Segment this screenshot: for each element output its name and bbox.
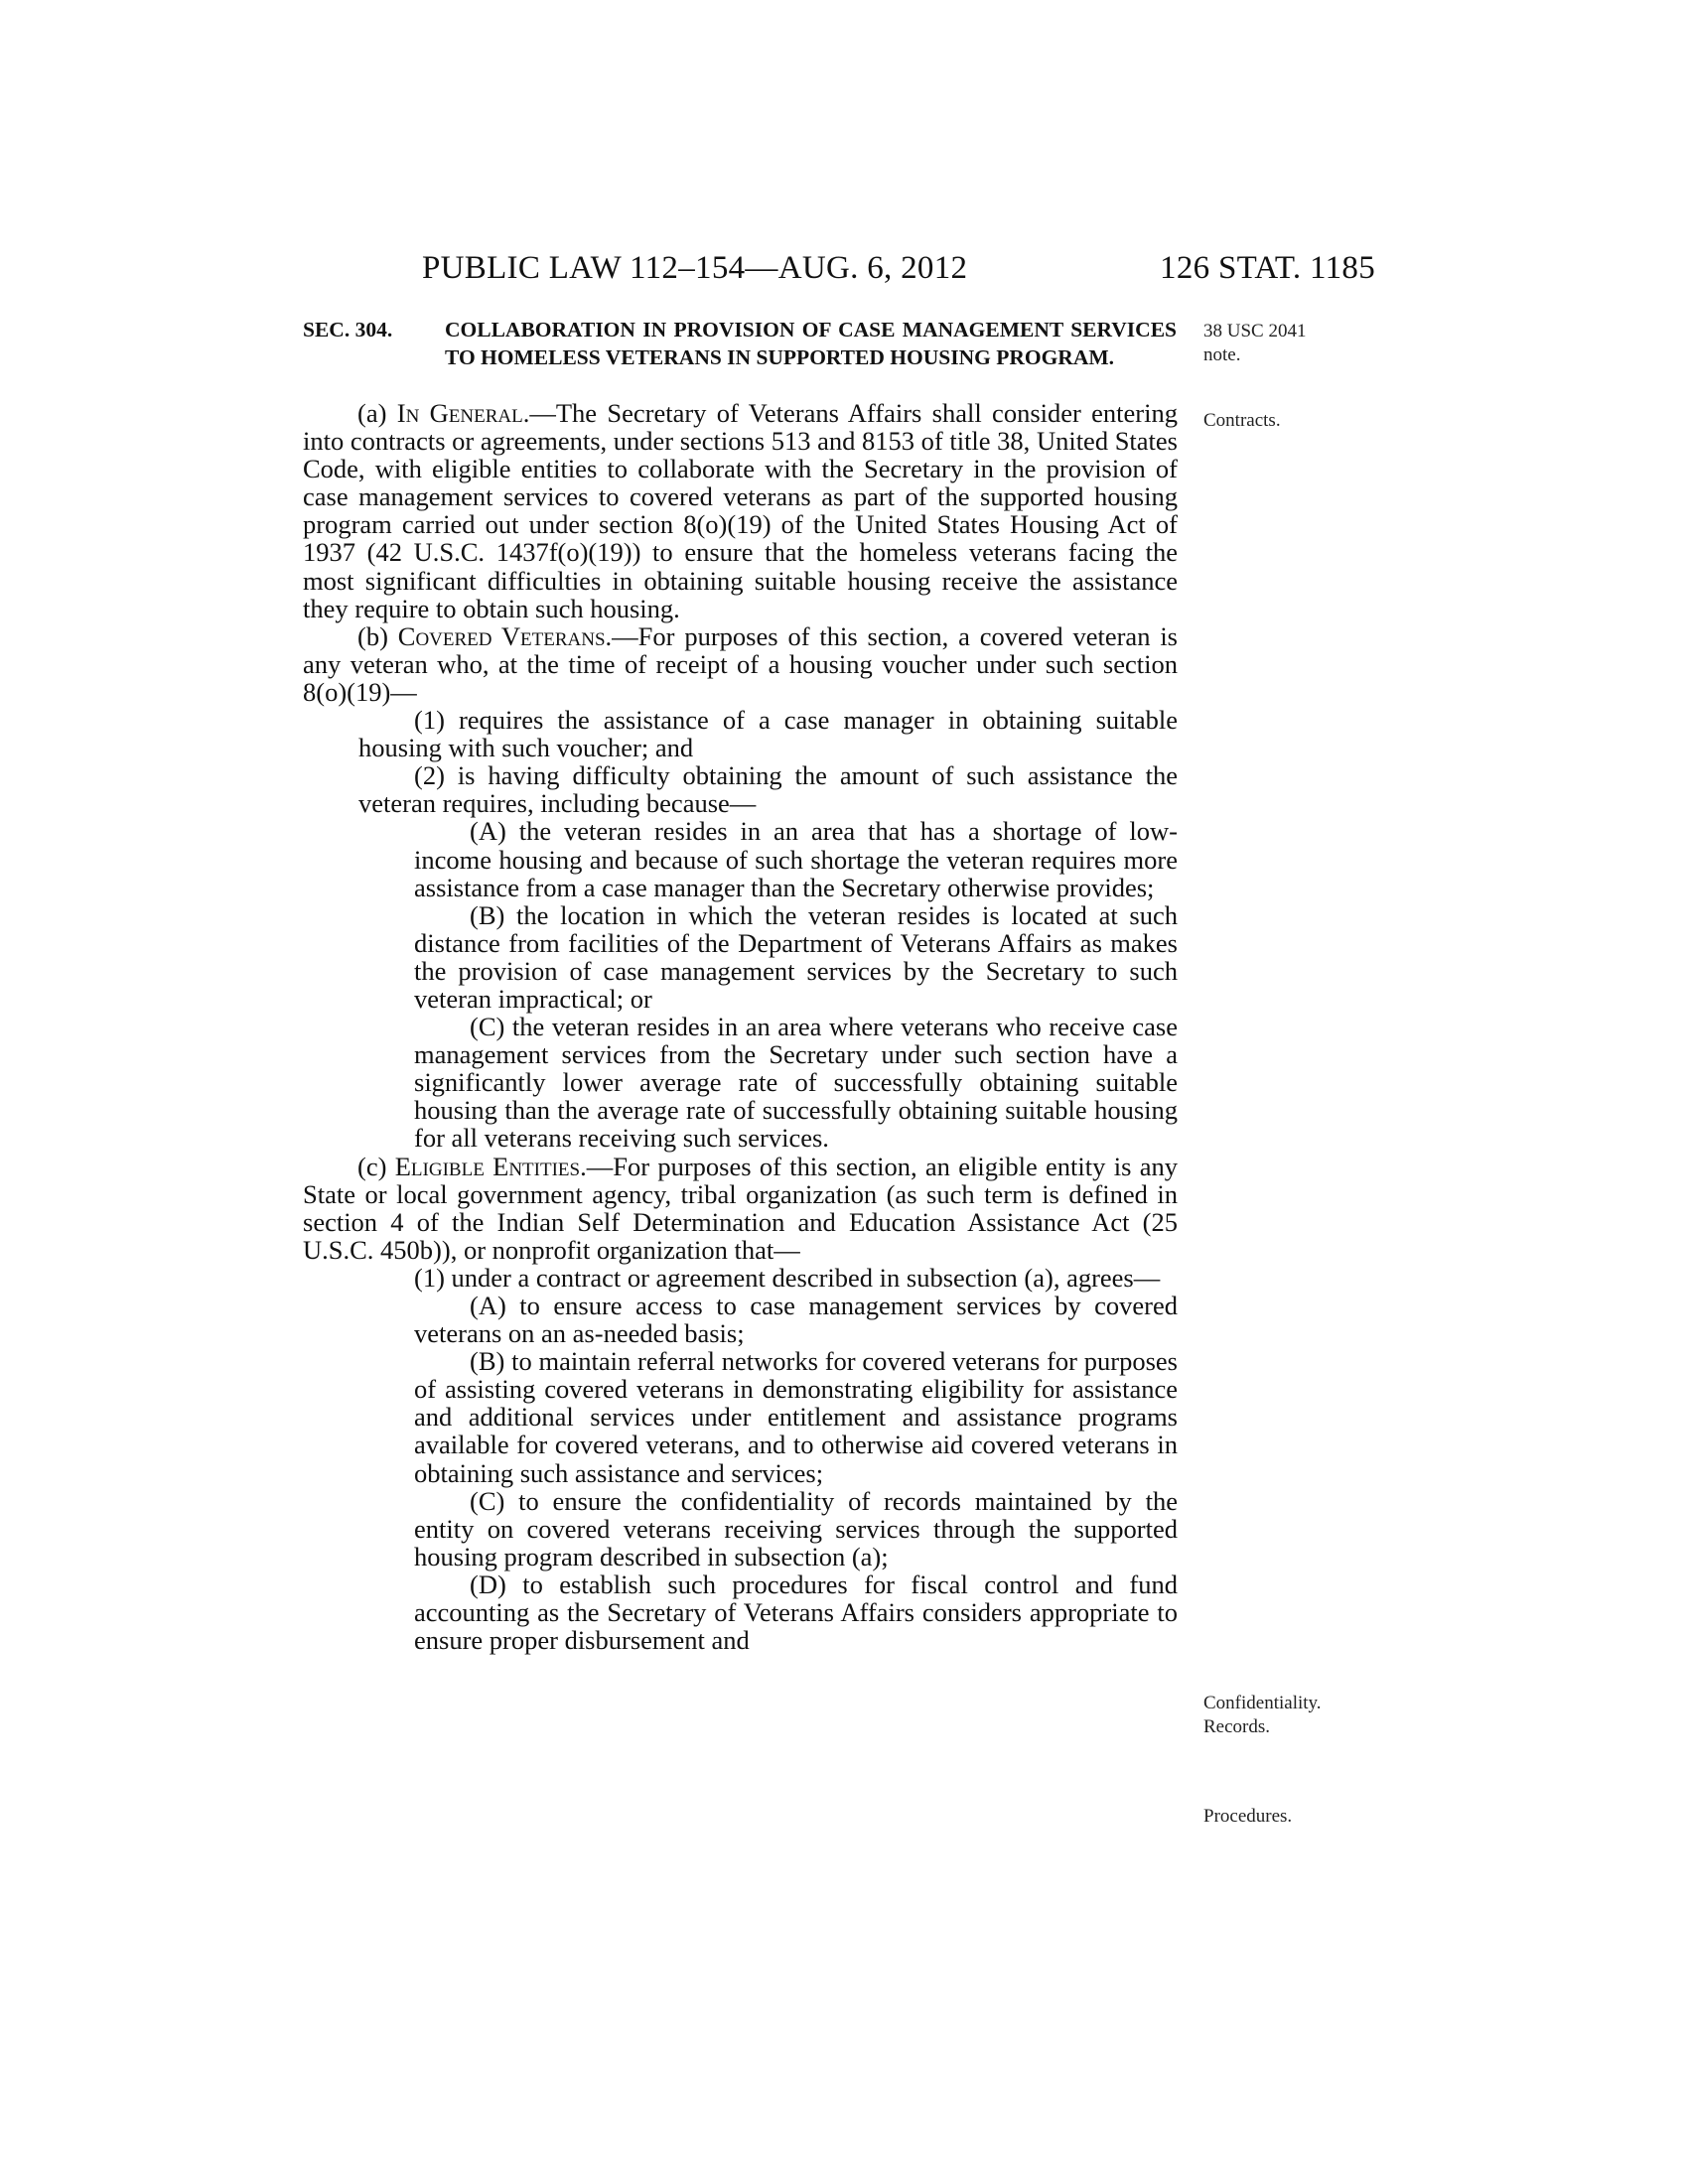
subsection-a — [303, 399, 1178, 622]
subsection-b — [303, 622, 1178, 706]
margin-note-usc-line2: note. — [1203, 344, 1241, 365]
margin-note-usc-line1: 38 USC 2041 — [1203, 321, 1307, 341]
section-title: COLLABORATION IN PROVISION OF CASE MANAGEMENT SERVICES TO HOMELESS VETERANS IN SUPPORTED HOUSING PROGRAM. — [445, 318, 1177, 369]
margin-note-contracts: Contracts. — [1203, 410, 1281, 431]
subparagraph-c1b: (B) to maintain referral networks for covered veterans for purposes of assisting covered veterans in demonstrating eligibility for assistance and additional services under entitlement and assistance programs available for covered veterans, and to otherwise aid covered veterans in obtaining such assistance and services; — [414, 1346, 1178, 1488]
section-heading — [303, 316, 1177, 371]
subsection-c-heading: Eligible Entities — [394, 1151, 581, 1181]
section-body — [303, 399, 1178, 1654]
subsection-c-prefix: (c) — [357, 1151, 395, 1181]
subsection-c-text: .—For purposes of this section, an eligible entity is any State or local government agency, tribal organization (as such term is defined in section 4 of the Indian Self Determination and Education Assistance Act (25 U.S.C. 450b)), or nonprofit organization that— — [303, 1151, 1178, 1265]
paragraph-c1: (1) under a contract or agreement described in subsection (a), agrees— — [414, 1262, 1161, 1293]
subsection-b-text: .—For purposes of this section, a covered veteran is any veteran who, at the time of receipt of a housing voucher under such section 8(o)(19)— — [303, 620, 1178, 707]
subparagraph-b2b: (B) the location in which the veteran resides is located at such distance from facilities of the Department of Veterans Affairs as makes the provision of case management services by the Secretary to such veteran impractical; or — [414, 899, 1178, 1014]
margin-note-confidentiality — [1203, 1692, 1322, 1739]
public-law-citation: PUBLIC LAW 112–154—AUG. 6, 2012 — [422, 250, 968, 286]
subparagraph-b2c: (C) the veteran resides in an area where veterans who receive case management services from the Secretary under such section have a significantly lower average rate of successfully obtaining suitable housing than the average rate of successfully obtaining suitable housing for all veterans receiving such services. — [414, 1012, 1178, 1154]
subsection-b-prefix: (b) — [357, 620, 398, 651]
subparagraph-c1d: (D) to establish such procedures for fiscal control and fund accounting as the Secretary of Veterans Affairs considers appropriate to ensure proper disbursement and — [414, 1569, 1178, 1656]
subsection-a-heading: In General — [396, 398, 523, 428]
margin-note-usc — [1203, 320, 1306, 367]
subparagraph-b2a: (A) the veteran resides in an area that has a shortage of low-income housing and because of such shortage the veteran requires more assistance from a case manager than the Secretary otherwise provides; — [414, 816, 1178, 902]
paragraph-b1: (1) requires the assistance of a case manager in obtaining suitable housing with such voucher; and — [358, 705, 1178, 763]
margin-note-confidentiality-line: Confidentiality. — [1203, 1693, 1322, 1713]
margin-note-records-line: Records. — [1203, 1716, 1271, 1737]
subparagraph-c1c: (C) to ensure the confidentiality of records maintained by the entity on covered veterans receiving services through the supported housing program described in subsection (a); — [414, 1485, 1178, 1571]
statute-page-number: 126 STAT. 1185 — [1160, 250, 1375, 286]
page-header — [422, 250, 1375, 296]
subsection-b-heading: Covered Veterans — [397, 620, 606, 651]
subparagraph-c1a: (A) to ensure access to case management services by covered veterans on an as-needed basis; — [414, 1291, 1178, 1349]
subsection-c — [303, 1153, 1178, 1264]
subsection-a-text: .—The Secretary of Veterans Affairs shall consider entering into contracts or agreements, under sections 513 and 8153 of title 38, United States Code, with eligible entities to collaborate with the Secretary in the provision of case management services to covered veterans as part of the supported housing program carried out under section 8(o)(19) of the United States Housing Act of 1937 (42 U.S.C. 1437f(o)(19)) to ensure that the homeless veterans facing the most significant difficulties in obtaining suitable housing receive the assistance they require to obtain such housing. — [303, 398, 1178, 623]
section-number: SEC. 304. — [303, 318, 393, 341]
paragraph-b2: (2) is having difficulty obtaining the amount of such assistance the veteran requires, including because— — [358, 760, 1178, 819]
margin-note-procedures: Procedures. — [1203, 1806, 1293, 1827]
subsection-a-prefix: (a) — [357, 398, 397, 428]
